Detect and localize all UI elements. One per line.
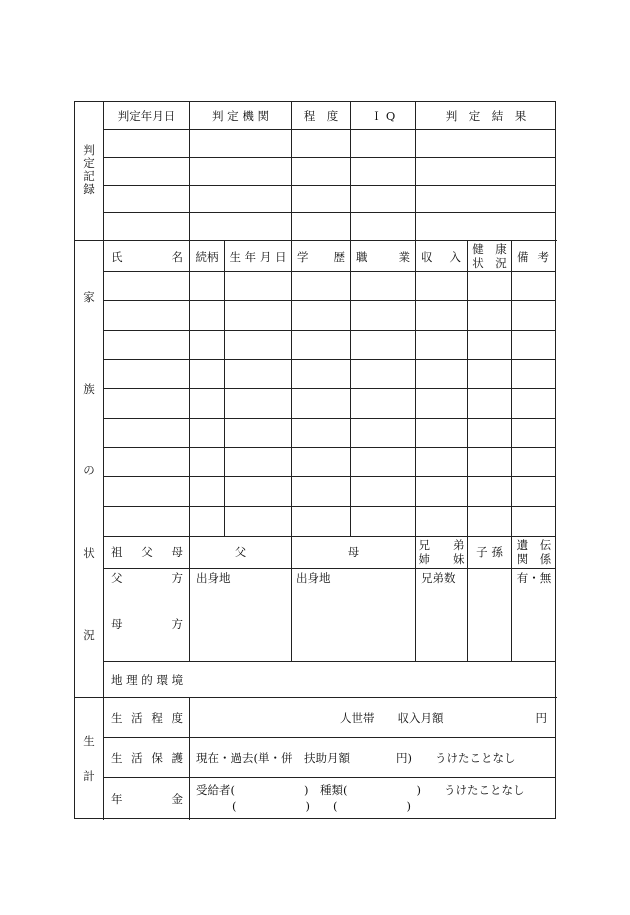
family-row-line — [104, 418, 556, 419]
family-row-line — [104, 476, 556, 477]
family-row-line — [104, 506, 556, 507]
living-standard-value: 人世帯 収入月額 円 — [340, 711, 547, 725]
pension-value-line2: ( ) ( ) — [232, 799, 411, 813]
label-siblings: 兄 弟 姉 妹 — [418, 538, 465, 566]
header-judgment-result: 判 定 結 果 — [445, 109, 527, 123]
family-col-line — [467, 240, 468, 661]
family-row-line — [104, 330, 556, 331]
family-col-line — [224, 240, 225, 536]
family-row-line — [104, 661, 556, 662]
family-col-line — [189, 240, 190, 661]
family-row-line — [104, 568, 556, 569]
livelihood-row-line — [104, 737, 556, 738]
label-paternal: 父 方 — [111, 571, 183, 585]
header-health: 健 康 状 況 — [472, 242, 507, 270]
section-divider — [75, 697, 557, 698]
family-col-line — [350, 240, 351, 536]
family-col-line — [291, 240, 292, 661]
pension-value-line1: 受給者( ) 種類( ) うけたことなし — [196, 783, 525, 797]
label-living-standard: 生 活 程 度 — [111, 711, 183, 725]
judgment-row-line — [104, 212, 556, 213]
judgment-section-label: 判定記録 — [83, 143, 95, 196]
family-row-line — [104, 271, 556, 272]
sibling-count-label: 兄弟数 — [421, 571, 456, 585]
header-iq: Ｉ Q — [370, 109, 396, 123]
livelihood-section-char: 生 — [83, 734, 95, 748]
livelihood-protection-value: 現在・過去(単・併 扶助月額 円) うけたことなし — [196, 751, 516, 765]
livelihood-row-line — [104, 777, 556, 778]
label-heredity: 遺 伝 関 係 — [516, 538, 552, 566]
family-row-line — [104, 359, 556, 360]
header-relation: 続柄 — [195, 250, 219, 264]
header-birthdate: 生 年 月 日 — [229, 250, 287, 264]
header-judgment-date: 判定年月日 — [117, 109, 176, 123]
family-section-char: の — [83, 463, 95, 477]
heredity-presence: 有・無 — [516, 571, 552, 585]
family-section-char: 家 — [83, 290, 95, 304]
livelihood-section-char: 計 — [83, 769, 95, 783]
label-mother: 母 — [347, 545, 360, 559]
label-grandparents: 祖 父 母 — [111, 545, 183, 559]
header-education: 学 歴 — [297, 250, 345, 264]
label-livelihood-protection: 生 活 保 護 — [111, 751, 183, 765]
family-row-line — [104, 536, 556, 537]
label-maternal: 母 方 — [111, 617, 183, 631]
family-row-line — [104, 447, 556, 448]
section-divider — [75, 240, 557, 241]
record-form — [74, 101, 556, 819]
label-column-line — [103, 102, 104, 820]
father-birthplace-label: 出身地 — [196, 571, 231, 585]
family-row-line — [104, 388, 556, 389]
header-degree: 程 度 — [303, 109, 339, 123]
judgment-row-line — [104, 157, 556, 158]
label-grandchildren: 子 孫 — [476, 545, 503, 559]
header-judgment-agency: 判 定 機 関 — [212, 109, 269, 123]
judgment-row-line — [104, 129, 556, 130]
livelihood-col-line — [189, 697, 190, 820]
family-col-line — [511, 240, 512, 661]
family-row-line — [104, 300, 556, 301]
family-section-char: 族 — [83, 382, 95, 396]
header-remarks: 備 考 — [517, 250, 549, 264]
label-father: 父 — [234, 545, 247, 559]
header-name: 氏 名 — [111, 250, 183, 264]
family-col-line — [415, 240, 416, 661]
mother-birthplace-label: 出身地 — [296, 571, 331, 585]
header-occupation: 職 業 — [356, 250, 410, 264]
family-section-char: 況 — [83, 628, 95, 642]
label-geographic-environment: 地 理 的 環 境 — [111, 673, 184, 687]
label-pension: 年 金 — [111, 792, 183, 806]
header-income: 収 入 — [421, 250, 461, 264]
judgment-row-line — [104, 185, 556, 186]
family-section-char: 状 — [83, 546, 95, 560]
